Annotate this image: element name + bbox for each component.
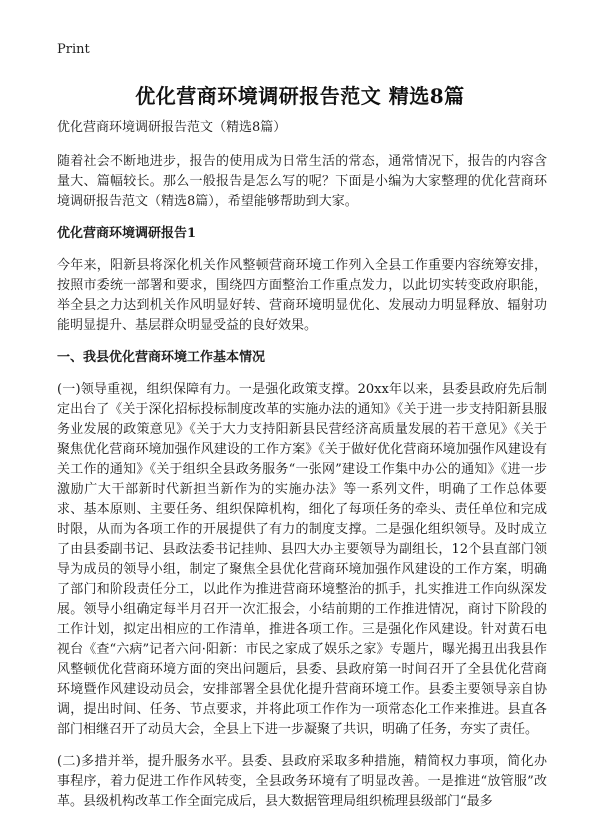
intro-paragraph: 随着社会不断地进步，报告的使用成为日常生活的常态，通常情况下，报告的内容含量大、篇幅较长。那么一般报告是怎么写的呢？下面是小编为大家整理的优化营商环境调研报告范文（精选8篇），希望能够帮助到大家。 [57, 154, 547, 209]
section-heading-1: 一、我县优化营商环境工作基本情况 [57, 350, 266, 365]
report-intro-paragraph: 今年来，阳新县将深化机关作风整顿营商环境工作列入全县工作重要内容统筹安排，按照市委统一部署和要求，围绕四方面整治工作重点发力，以此切实转变政府职能，举全县之力达到机关作风明显好转、营商环境明显优化、发展动力明显释放、辐射功能明显提升、基层群众明显受益的良好效果。 [57, 258, 547, 333]
document-body [57, 118, 547, 824]
report-heading: 优化营商环境调研报告1 [57, 226, 197, 241]
body-paragraph-2: (二)多措并举，提升服务水平。县委、县政府采取多种措施，精简权力事项，简化办事程序，着力促进工作作风转变，全县政务环境有了明显改善。一是推进“放管服”改革。县级机构改革工作全面完成后，县大数据管理局组织梳理县级部门“最多 [57, 754, 547, 809]
page-title: 优化营商环境调研报告范文 精选8篇 [135, 84, 465, 108]
print-label[interactable]: Print [57, 42, 90, 57]
body-paragraph-1: (一)领导重视，组织保障有力。一是强化政策支撑。20xx年以来，县委县政府先后制定出台了《关于深化招标投标制度改革的实施办法的通知》《关于进一步支持阳新县服务业发展的政策意见》《关于大力支持阳新县民营经济高质量发展的若干意见》《关于聚焦优化营商环境加强作风建设的工作方案》《关于做好优化营商环境加强作风建设有关工作的通知》《关于组织全县政务服务“一张网”建设工作集中办公的通知》《进一步激励广大干部新时代新担当新作为的实施办法》等一系列文件，明确了工作总体要求、基本原则、主要任务、组织保障机构，细化了每项任务的牵头、责任单位和完成时限，从而为各项工作的开展提供了有力的制度支撑。二是强化组织领导。及时成立了由县委副书记、县政法委书记挂帅、县四大办主要领导为副组长，12个县直部门领导为成员的领导小组，制定了聚焦全县优化营商环境加强作风建设的工作方案，明确了部门和阶段责任分工，以此作为推进营商环境整治的抓手，扎实推进工作向纵深发展。领导小组确定每半月召开一次汇报会，小结前期的工作推进情况，商讨下阶段的工作计划，拟定出相应的工作清单，推进各项工作。三是强化作风建设。针对黄石电视台《查“六病”记者六问·阳新：市民之家成了娱乐之家》专题片，曝光揭丑出我县作风整顿优化营商环境方面的突出问题后，县委、县政府第一时间召开了全县优化营商环境暨作风建设动员会，安排部署全县优化提升营商环境工作。县委主要领导亲自协调，提出时间、任务、节点要求，并将此项工作作为一项常态化工作来推进。县直各部门相继召开了动员大会，全县上下进一步凝聚了共识，明确了任务，夯实了责任。 [57, 382, 547, 737]
document-subtitle: 优化营商环境调研报告范文（精选8篇） [57, 120, 287, 135]
